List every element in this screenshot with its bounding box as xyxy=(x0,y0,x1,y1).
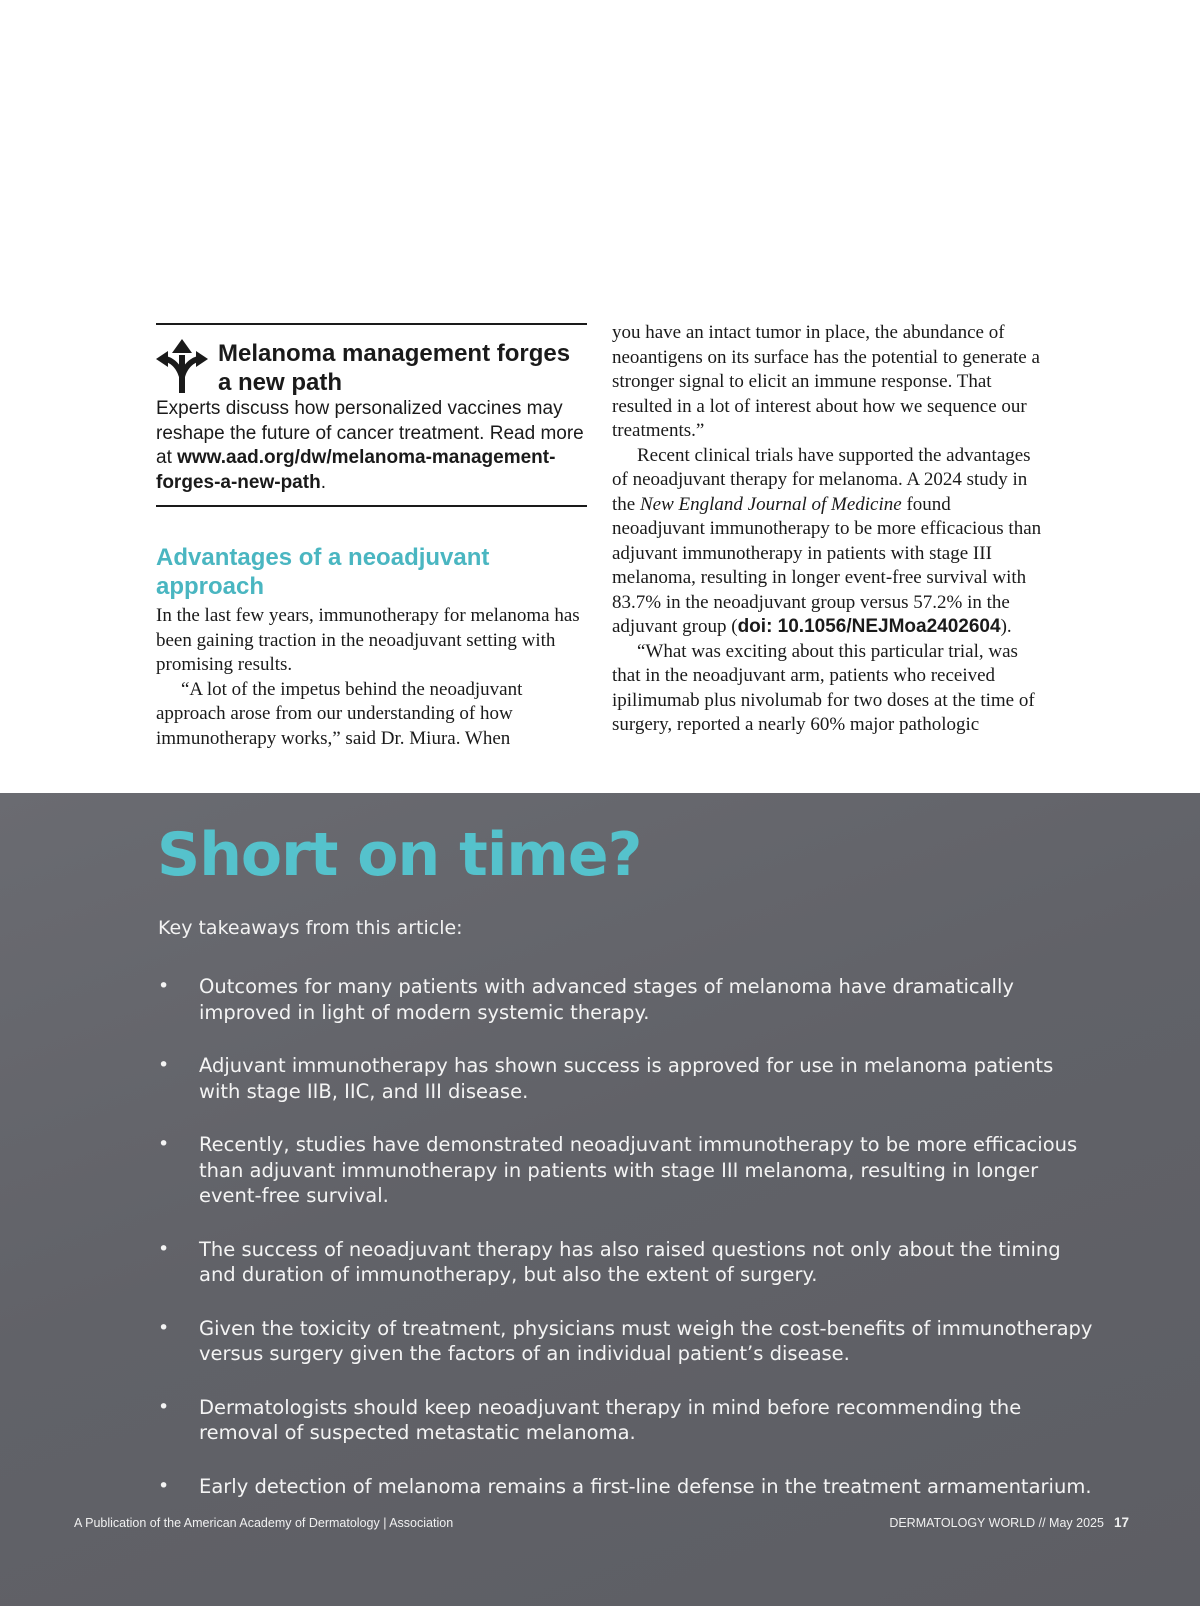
right-paragraph-2-after: found neoadjuvant immunotherapy to be more efficacious than adjuvant immunotherapy in patients with stage III melanoma, resulting in longer event-free survival with 83.7% in the neoadjuvant group versus 57.2% in the adjuvant group ( xyxy=(612,493,1042,637)
right-column xyxy=(612,321,1042,738)
section-heading: Advantages of a neoadjuvant approach xyxy=(156,544,490,600)
footer-masthead xyxy=(889,1515,1129,1531)
bullet-icon: • xyxy=(158,1316,170,1339)
footer-issue: DERMATOLOGY WORLD // May 2025 xyxy=(889,1516,1104,1530)
takeaway-item xyxy=(158,974,1098,1025)
takeaway-item xyxy=(158,1316,1098,1367)
doi-link[interactable]: doi: 10.1056/NEJMoa2402604 xyxy=(737,616,1001,637)
panel-title: Short on time? xyxy=(157,820,642,890)
bullet-icon: • xyxy=(158,1395,170,1418)
takeaway-text: Given the toxicity of treatment, physicians must weigh the cost-benefits of immunotherapy versus surgery given the factors of an individual patient’s disease. xyxy=(199,1316,1093,1365)
callout-end-punct: . xyxy=(320,471,326,493)
callout-link[interactable]: www.aad.org/dw/melanoma-management-forges-a-new-path xyxy=(156,447,556,493)
takeaways-list xyxy=(158,974,1098,1527)
bullet-icon: • xyxy=(158,1237,170,1260)
takeaway-item xyxy=(158,1237,1098,1288)
callout-body-text: Experts discuss how personalized vaccines may reshape the future of cancer treatment. Read more at xyxy=(156,398,584,468)
takeaway-text: Recently, studies have demonstrated neoadjuvant immunotherapy to be more efficacious than adjuvant immunotherapy in patients with stage III melanoma, resulting in longer event-free survival. xyxy=(199,1133,1078,1207)
section-paragraph-2: “A lot of the impetus behind the neoadjuvant approach arose from our understanding of how immunotherapy works,” said Dr. Miura. When xyxy=(156,678,523,749)
bullet-icon: • xyxy=(158,1474,170,1497)
takeaway-text: Dermatologists should keep neoadjuvant therapy in mind before recommending the removal of suspected metastatic melanoma. xyxy=(199,1395,1022,1444)
bullet-icon: • xyxy=(158,1054,170,1076)
callout-title: Melanoma management forges a new path xyxy=(218,340,571,396)
journal-name: New England Journal of Medicine xyxy=(639,493,902,515)
takeaway-item xyxy=(158,1053,1098,1104)
right-paragraph-2-before: Recent clinical trials have supported the advantages of neoadjuvant therapy for melanoma. A 2024 study in the xyxy=(612,444,1031,515)
left-column xyxy=(156,323,587,751)
takeaway-item xyxy=(158,1132,1098,1209)
section-paragraph-1: In the last few years, immunotherapy for melanoma has been gaining traction in the neoadjuvant setting with promising results. xyxy=(156,605,580,675)
takeaway-item xyxy=(158,1474,1098,1500)
takeaway-text: Early detection of melanoma remains a first-line defense in the treatment armamentarium. xyxy=(199,1474,1092,1498)
takeaway-text: The success of neoadjuvant therapy has also raised questions not only about the timing and duration of immunotherapy, but also the extent of surgery. xyxy=(199,1237,1061,1286)
bullet-icon: • xyxy=(158,1133,170,1155)
diverging-arrows-icon xyxy=(154,337,210,395)
takeaway-text: Outcomes for many patients with advanced stages of melanoma have dramatically improved in light of modern systemic therapy. xyxy=(199,975,1014,1024)
takeaways-panel xyxy=(0,793,1200,1606)
takeaway-item xyxy=(158,1395,1098,1446)
bullet-icon: • xyxy=(158,975,170,997)
right-paragraph-1: you have an intact tumor in place, the abundance of neoantigens on its surface has the potential to generate a stronger signal to elicit an immune response. That resulted in a lot of interest about how we sequence our treatments.” xyxy=(612,322,1040,441)
right-paragraph-2 xyxy=(612,444,1042,640)
footer-publication: A Publication of the American Academy of Dermatology | Association xyxy=(74,1516,454,1530)
related-article-callout xyxy=(156,323,587,507)
panel-intro: Key takeaways from this article: xyxy=(158,917,463,939)
page-number: 17 xyxy=(1113,1515,1129,1530)
right-paragraph-2-close: ). xyxy=(1000,616,1012,637)
takeaway-text: Adjuvant immunotherapy has shown success is approved for use in melanoma patients with stage IIB, IIC, and III disease. xyxy=(199,1054,1054,1103)
callout-body xyxy=(156,397,587,495)
right-paragraph-3: “What was exciting about this particular trial, was that in the neoadjuvant arm, patients who received ipilimumab plus nivolumab for two doses at the time of surgery, reported a nearly 60% major pathologic xyxy=(612,640,1035,735)
callout-header xyxy=(156,337,587,397)
